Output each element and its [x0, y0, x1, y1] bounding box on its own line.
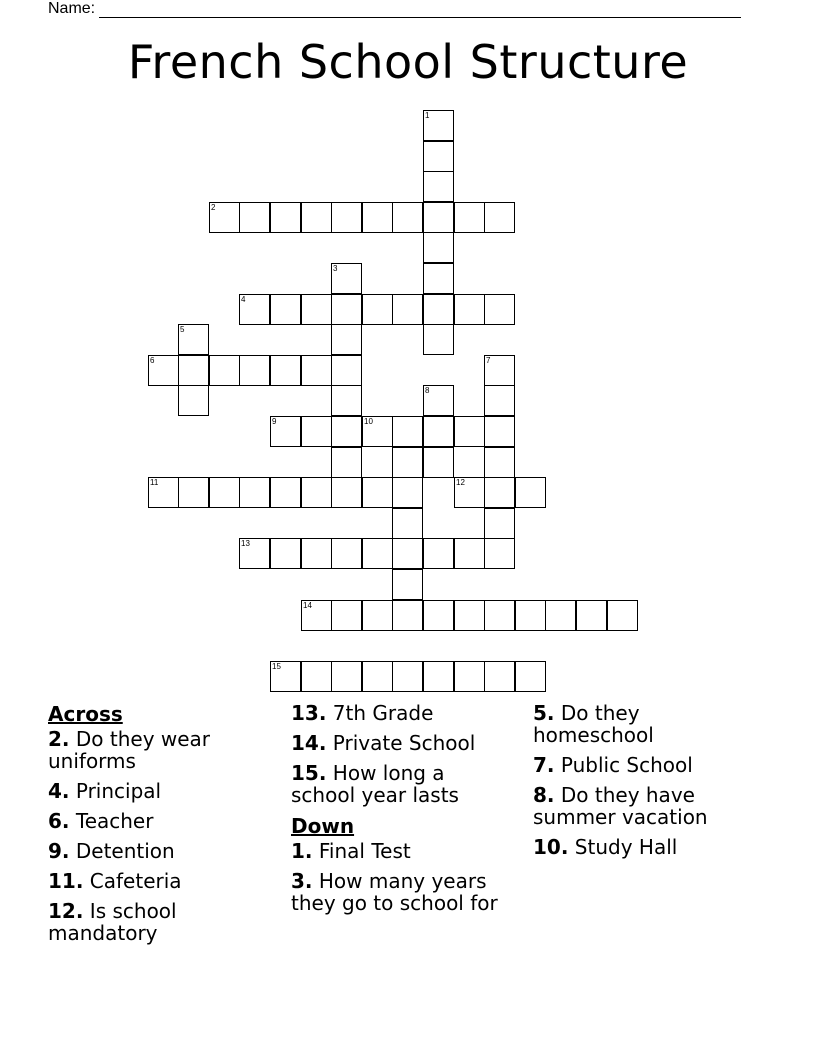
grid-cell-K3[interactable] — [423, 171, 454, 202]
down-header: Down — [291, 814, 355, 838]
clue-down-1: 1. Final Test — [291, 839, 411, 863]
clue-across-4: 4. Principal — [48, 779, 162, 803]
clue-number: 7 — [486, 356, 491, 365]
grid-cell-H8[interactable] — [331, 324, 362, 355]
grid-cell-G7[interactable] — [301, 294, 332, 325]
grid-cell-L7[interactable] — [454, 294, 485, 325]
grid-cell-L17[interactable] — [454, 600, 485, 631]
grid-cell-C9[interactable] — [178, 355, 209, 386]
grid-cell-K15[interactable] — [423, 538, 454, 569]
grid-cell-M4[interactable] — [484, 202, 515, 233]
clue-across-15: 15. How long a school year lasts — [291, 761, 459, 807]
clue-column-1 — [48, 702, 278, 952]
clue-number: 9 — [272, 417, 277, 426]
grid-cell-N17[interactable] — [515, 600, 546, 631]
grid-cell-H7[interactable] — [331, 294, 362, 325]
clue-number: 12 — [456, 478, 465, 487]
grid-cell-N13[interactable] — [515, 477, 546, 508]
grid-cell-I4[interactable] — [362, 202, 393, 233]
grid-cell-J4[interactable] — [392, 202, 423, 233]
grid-cell-M15[interactable] — [484, 538, 515, 569]
page-title: French School Structure — [127, 35, 689, 89]
clue-across-6: 6. Teacher — [48, 809, 154, 833]
name-label: Name: — [48, 0, 96, 17]
grid-cell-J17[interactable] — [392, 600, 423, 631]
clue-down-3: 3. How many years they go to school for — [291, 869, 498, 915]
clue-across-13: 13. 7th Grade — [291, 701, 434, 725]
clue-across-12: 12. Is school mandatory — [48, 899, 177, 945]
clue-column-2 — [291, 702, 526, 922]
grid-cell-J11[interactable] — [392, 416, 423, 447]
grid-cell-F19[interactable] — [270, 661, 301, 692]
grid-cell-H9[interactable] — [331, 355, 362, 386]
grid-cell-F13[interactable] — [270, 477, 301, 508]
grid-cell-M10[interactable] — [484, 385, 515, 416]
clue-number: 10 — [364, 417, 373, 426]
across-header: Across — [48, 702, 123, 726]
grid-cell-E15[interactable] — [239, 538, 270, 569]
grid-cell-H4[interactable] — [331, 202, 362, 233]
grid-cell-L11[interactable] — [454, 416, 485, 447]
grid-cell-D9[interactable] — [209, 355, 240, 386]
grid-cell-F15[interactable] — [270, 538, 301, 569]
grid-cell-O17[interactable] — [545, 600, 576, 631]
grid-cell-H19[interactable] — [331, 661, 362, 692]
clue-across-9: 9. Detention — [48, 839, 175, 863]
grid-cell-I7[interactable] — [362, 294, 393, 325]
grid-cell-F4[interactable] — [270, 202, 301, 233]
grid-cell-K17[interactable] — [423, 600, 454, 631]
grid-cell-C10[interactable] — [178, 385, 209, 416]
grid-cell-G19[interactable] — [301, 661, 332, 692]
grid-cell-L13[interactable] — [454, 477, 485, 508]
grid-cell-L15[interactable] — [454, 538, 485, 569]
grid-cell-C13[interactable] — [178, 477, 209, 508]
grid-cell-C8[interactable] — [178, 324, 209, 355]
clue-number: 4 — [241, 295, 246, 304]
clue-number: 14 — [303, 601, 312, 610]
grid-cell-E9[interactable] — [239, 355, 270, 386]
clue-down-5: 5. Do they homeschool — [533, 701, 654, 747]
grid-cell-J15[interactable] — [392, 538, 423, 569]
grid-cell-H13[interactable] — [331, 477, 362, 508]
grid-cell-K11[interactable] — [423, 416, 454, 447]
grid-cell-F7[interactable] — [270, 294, 301, 325]
grid-cell-P17[interactable] — [576, 600, 607, 631]
grid-cell-K4[interactable] — [423, 202, 454, 233]
clue-number: 6 — [150, 356, 155, 365]
clue-across-2: 2. Do they wear uniforms — [48, 727, 211, 773]
grid-cell-H17[interactable] — [331, 600, 362, 631]
grid-cell-M14[interactable] — [484, 508, 515, 539]
grid-cell-I11[interactable] — [362, 416, 393, 447]
clue-number: 11 — [150, 478, 159, 487]
clue-number: 1 — [425, 111, 430, 120]
grid-cell-H10[interactable] — [331, 385, 362, 416]
grid-cell-M12[interactable] — [484, 447, 515, 478]
grid-cell-M7[interactable] — [484, 294, 515, 325]
grid-cell-K1[interactable] — [423, 110, 454, 141]
grid-cell-N19[interactable] — [515, 661, 546, 692]
grid-cell-H15[interactable] — [331, 538, 362, 569]
grid-cell-H12[interactable] — [331, 447, 362, 478]
grid-cell-H6[interactable] — [331, 263, 362, 294]
grid-cell-K10[interactable] — [423, 385, 454, 416]
clue-down-7: 7. Public School — [533, 753, 693, 777]
grid-cell-L19[interactable] — [454, 661, 485, 692]
grid-cell-I19[interactable] — [362, 661, 393, 692]
grid-cell-J19[interactable] — [392, 661, 423, 692]
clue-down-8: 8. Do they have summer vacation — [533, 783, 708, 829]
grid-cell-F9[interactable] — [270, 355, 301, 386]
grid-cell-M19[interactable] — [484, 661, 515, 692]
grid-cell-J12[interactable] — [392, 447, 423, 478]
grid-cell-G17[interactable] — [301, 600, 332, 631]
grid-cell-I13[interactable] — [362, 477, 393, 508]
clue-down-10: 10. Study Hall — [533, 835, 678, 859]
grid-cell-K2[interactable] — [423, 141, 454, 172]
grid-cell-E4[interactable] — [239, 202, 270, 233]
clue-across-14: 14. Private School — [291, 731, 476, 755]
grid-cell-I15[interactable] — [362, 538, 393, 569]
grid-cell-M11[interactable] — [484, 416, 515, 447]
grid-cell-Q17[interactable] — [607, 600, 638, 631]
clue-column-3 — [533, 702, 768, 866]
grid-cell-J7[interactable] — [392, 294, 423, 325]
grid-cell-G4[interactable] — [301, 202, 332, 233]
grid-cell-M17[interactable] — [484, 600, 515, 631]
grid-cell-D13[interactable] — [209, 477, 240, 508]
grid-cell-E7[interactable] — [239, 294, 270, 325]
grid-cell-H11[interactable] — [331, 416, 362, 447]
grid-cell-E13[interactable] — [239, 477, 270, 508]
clue-number: 5 — [180, 325, 185, 334]
grid-cell-K7[interactable] — [423, 294, 454, 325]
clue-number: 15 — [272, 662, 281, 671]
grid-cell-G9[interactable] — [301, 355, 332, 386]
clue-across-11: 11. Cafeteria — [48, 869, 182, 893]
grid-cell-K6[interactable] — [423, 263, 454, 294]
grid-cell-K8[interactable] — [423, 324, 454, 355]
clue-number: 13 — [241, 539, 250, 548]
grid-cell-B13[interactable] — [148, 477, 179, 508]
grid-cell-B9[interactable] — [148, 355, 179, 386]
clue-number: 3 — [333, 264, 338, 273]
grid-cell-M13[interactable] — [484, 477, 515, 508]
grid-cell-I17[interactable] — [362, 600, 393, 631]
grid-cell-M9[interactable] — [484, 355, 515, 386]
grid-cell-L4[interactable] — [454, 202, 485, 233]
clue-number: 8 — [425, 386, 430, 395]
grid-cell-J13[interactable] — [392, 477, 423, 508]
grid-cell-G11[interactable] — [301, 416, 332, 447]
grid-cell-J14[interactable] — [392, 508, 423, 539]
grid-cell-G15[interactable] — [301, 538, 332, 569]
grid-cell-G13[interactable] — [301, 477, 332, 508]
grid-cell-K19[interactable] — [423, 661, 454, 692]
grid-cell-F11[interactable] — [270, 416, 301, 447]
grid-cell-J16[interactable] — [392, 569, 423, 600]
grid-cell-D4[interactable] — [209, 202, 240, 233]
grid-cell-K12[interactable] — [423, 447, 454, 478]
grid-cell-K5[interactable] — [423, 232, 454, 263]
clue-number: 2 — [211, 203, 216, 212]
